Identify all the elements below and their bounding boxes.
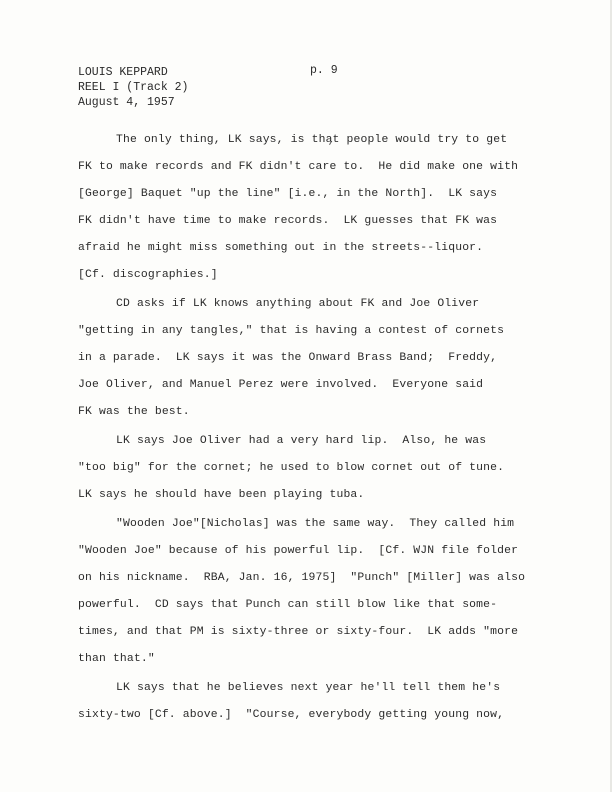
text-line: "getting in any tangles," that is having a contest of cornets	[78, 325, 505, 337]
text-line: FK didn't have time to make records. LK guesses that FK was	[78, 215, 498, 227]
interview-date: August 4, 1957	[78, 96, 175, 109]
text-line: than that."	[78, 653, 155, 665]
text-line: on his nickname. RBA, Jan. 16, 1975] "Punch" [Miller] was also	[78, 572, 526, 584]
text-line: LK says that he believes next year he'll tell them he's	[116, 682, 501, 694]
text-line: LK says Joe Oliver had a very hard lip. Also, he was	[116, 435, 487, 447]
text-line: "Wooden Joe"[Nicholas] was the same way. They called him	[116, 518, 515, 530]
page-number: p. 9	[310, 64, 338, 77]
text-line: LK says he should have been playing tuba.	[78, 489, 365, 501]
text-line: The only thing, LK says, is that people would try to get	[116, 134, 508, 146]
text-line: in a parade. LK says it was the Onward Brass Band; Freddy,	[78, 352, 498, 364]
text-line: [George] Baquet "up the line" [i.e., in the North]. LK says	[78, 188, 498, 200]
text-line: CD asks if LK knows anything about FK and Joe Oliver	[116, 298, 480, 310]
text-line: FK was the best.	[78, 406, 190, 418]
reel-track: REEL I (Track 2)	[78, 81, 189, 94]
text-line: sixty-two [Cf. above.] "Course, everybody getting young now,	[78, 709, 505, 721]
text-line: Joe Oliver, and Manuel Perez were involved. Everyone said	[78, 379, 484, 391]
text-line: times, and that PM is sixty-three or sixty-four. LK adds "more	[78, 626, 519, 638]
text-line: [Cf. discographies.]	[78, 269, 218, 281]
text-line: "too big" for the cornet; he used to blow cornet out of tune.	[78, 462, 505, 474]
text-line: "Wooden Joe" because of his powerful lip. [Cf. WJN file folder	[78, 545, 519, 557]
interviewee-name: LOUIS KEPPARD	[78, 66, 168, 79]
text-line: afraid he might miss something out in the streets--liquor.	[78, 242, 484, 254]
text-line: powerful. CD says that Punch can still blow like that some-	[78, 599, 498, 611]
text-line: FK to make records and FK didn't care to. He did make one with	[78, 161, 519, 173]
